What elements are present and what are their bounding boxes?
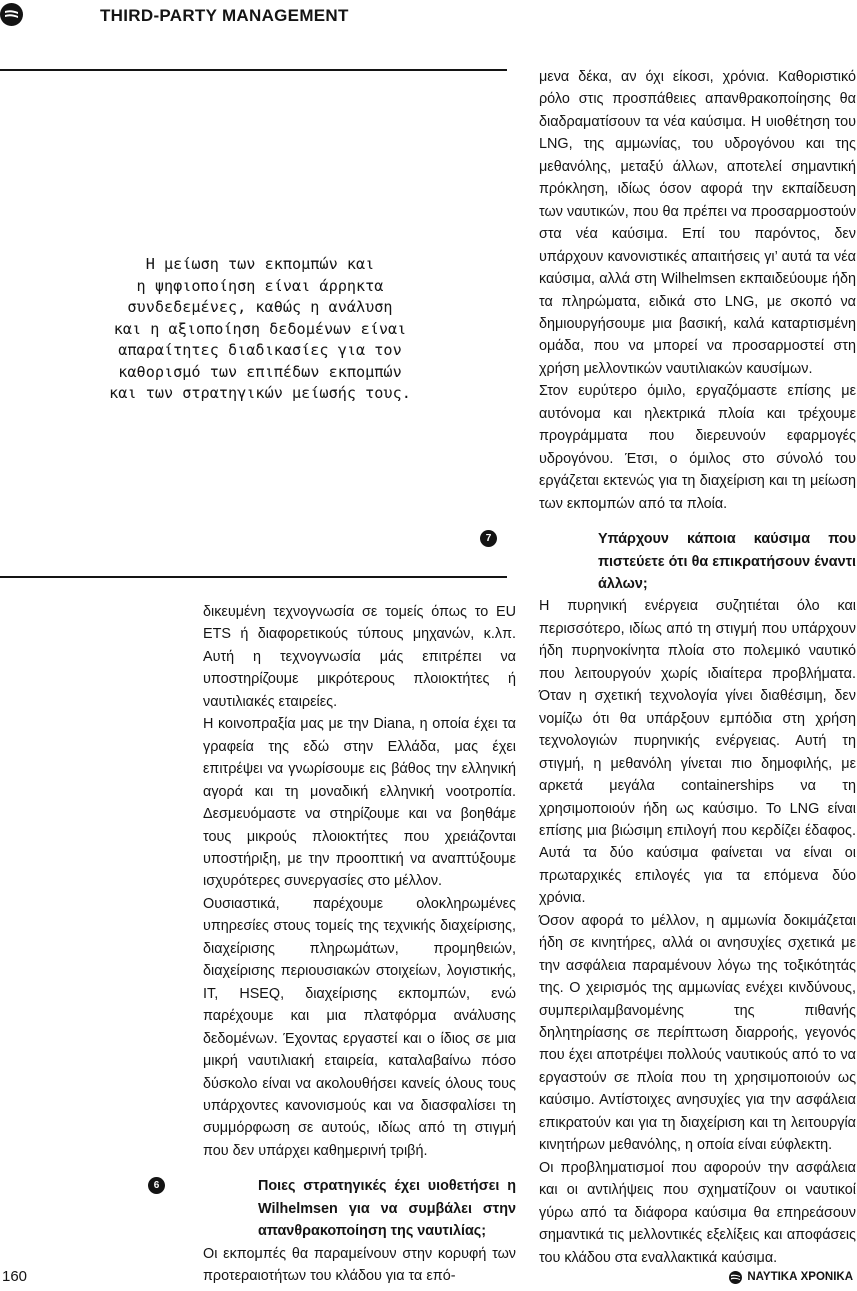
paragraph: Στον ευρύτερο όμιλο, εργαζόμαστε επίσης με αυτόνομα και ηλεκτρικά πλοία και τρέχουμε προγράμματα που διερευνούν εφαρμογές υδρογόνου. Έτσι, ο όμιλος στο σύνολό του εργάζεται εκτενώς για τη διαχείριση και τη μείωση των εκπομπών από τα πλοία. <box>539 383 856 512</box>
right-column <box>485 66 856 1269</box>
page-number: 160 <box>2 1268 28 1285</box>
question-6 <box>153 1175 516 1242</box>
pull-quote-line: συνδεδεμένες, καθώς η ανάλυση <box>127 298 393 316</box>
question-number-badge: 7 <box>480 530 497 547</box>
paragraph: Η κοινοπραξία μας με την Diana, η οποία έχει τα γραφεία της εδώ στην Ελλάδα, μας έχει επιτρέψει να γνωρίσουμε εις βάθος την ελληνική αγορά και τη μοναδική ελληνική νοοτροπία. Δεσμευόμαστε να στηρίζουμε και να βοηθάμε τους μικρούς πλοιοκτήτες που χρειάζονται υποστήριξη, με την προοπτική να αναπτύξουμε ισχυρότερες συνεργασίες στο μέλλον. <box>203 716 516 890</box>
pull-quote-line: Η μείωση των εκπομπών και <box>145 255 375 273</box>
pull-quote-line: απαραίτητες διαδικασίες για τον <box>118 341 402 359</box>
section-title: THIRD-PARTY MANAGEMENT <box>100 6 349 25</box>
pull-quote-line: καθορισμό των επιπέδων εκπομπών <box>118 362 402 381</box>
paragraph: δικευμένη τεχνογνωσία σε τομείς όπως το EU ETS ή διαφορετικούς τύπους μηχανών, κ.λπ. Αυτή η τεχνογνωσία μάς επιτρέπει να υποστηρίζουμε μικρότερους πλοιοκτήτες ή ναυτιλιακές εταιρείες. <box>203 604 516 710</box>
footer-brand <box>729 1269 853 1285</box>
paragraph: Ουσιαστικά, παρέχουμε ολοκληρωμένες υπηρεσίες στους τομείς της τεχνικής διαχείρισης, διαχείρισης πληρωμάτων, προμηθειών, διαχείρισης περιουσιακών στοιχείων, λογιστικής, IT, HSEQ, διαχείρισης εκπομπών, ενώ παρέχουμε και μια πλατφόρμα ανάλυσης δεδομένων. Έχοντας εργαστεί και ο ίδιος σε μια μικρή ναυτιλιακή εταιρεία, καταλαβαίνω πόσο δύσκολο είναι να ακολουθήσει κανείς όλους τους υπάρχοντες κανονισμούς και να διασφαλίσει τη συμμόρφωση σε αυτούς, ιδίως από τη στιγμή που δεν υπάρχει καθημερινή τριβή. <box>203 895 516 1159</box>
question-text: Ποιες στρατηγικές έχει υιοθετήσει η Wilhelmsen για να συμβάλει στην απανθρακοποίηση της ναυτιλίας; <box>258 1178 516 1240</box>
paragraph: μενα δέκα, αν όχι είκοσι, χρόνια. Καθοριστικό ρόλο στις προσπάθειες απανθρακοποίησης θα διαδραματίσουν τα νέα καύσιμα. Η υιοθέτηση του LNG, της αμμωνίας, του υδρογόνου και της μεθανόλης, μεταξύ άλλων, αποτελεί σημαντική πρόκληση, ιδίως όσον αφορά την εκπαίδευση των ναυτικών, που θα πρέπει να προσαρμοστούν στα νέα καύσιμα. Επί του παρόντος, δεν υπάρχουν κανονιστικές απαιτήσεις γι’ αυτά τα νέα καύσιμα, αλλά στη Wilhelmsen εκπαιδεύουμε ήδη τα πληρώματα, ειδικά στο LNG, με σκοπό να δημιουργήσουμε μια βασική, καλά καταρτισμένη ομάδα, που να μπορεί να προσαρμοστεί στη χρήση μελλοντικών ναυτιλιακών καυσίμων. <box>539 69 856 377</box>
pull-quote <box>0 254 520 405</box>
publication-logo-icon <box>0 3 23 26</box>
pull-quote-line: και των στρατηγικών μείωσής τους. <box>109 384 411 402</box>
bottom-divider <box>0 576 507 578</box>
pull-quote-line: και η αξιοποίηση δεδομένων είναι <box>113 319 407 338</box>
question-number-badge: 6 <box>148 1177 165 1194</box>
question-text: Υπάρχουν κάποια καύσιμα που πιστεύετε ότι θα επικρατήσουν έναντι άλλων; <box>598 531 856 592</box>
left-column <box>153 601 516 1288</box>
publication-logo-icon <box>729 1271 742 1284</box>
brand-name: ΝΑΥΤΙΚΑ ΧΡΟΝΙΚΑ <box>747 1271 853 1283</box>
paragraph: Η πυρηνική ενέργεια συζητιέται όλο και περισσότερο, ιδίως από τη στιγμή που υπάρχουν ήδη πυρηνοκίνητα πλοία στο πολεμικό ναυτικό που λειτουργούν χωρίς ιδιαίτερα προβλήματα. Όταν η σχετική τεχνολογία γίνει διαθέσιμη, δεν νομίζω ότι θα υπάρξουν εμπόδια στη χρήση τεχνολογιών πυρηνικής ενέργειας. Αυτή τη στιγμή, η μεθανόλη γίνεται πιο δημοφιλής, με αρκετά μεγάλα containerships να τη χρησιμοποιούν ήδη ως καύσιμο. Το LNG είναι επίσης μια βιώσιμη επιλογή που κερδίζει έδαφος. Αυτά τα δύο καύσιμα φαίνεται να είναι οι πρωταρχικές επιλογές για τα επόμενα δύο χρόνια. <box>539 598 856 907</box>
top-divider <box>0 69 507 71</box>
pull-quote-line: η ψηφιοποίηση είναι άρρηκτα <box>136 276 384 295</box>
paragraph: Όσον αφορά το μέλλον, η αμμωνία δοκιμάζεται ήδη σε κινητήρες, αλλά οι ανησυχίες σχετικά με την ασφάλεια παραμένουν λόγω της τοξικότητάς της. Ο χειρισμός της αμμωνίας ενέχει κινδύνους, συμπεριλαμβανομένης της πιθανής δηλητηρίασης σε περίπτωση διαρροής, γεγονός που έχει αποτρέψει πολλούς ναυτικούς από το να εργαστούν σε πλοία που τη χρησιμοποιούν ως καύσιμο. Αντίστοιχες ανησυχίες για την ασφάλεια επικρατούν και για τη διαχείριση και τη λειτουργία κινητήρων μεθανόλης, η οποία είναι εύφλεκτη. <box>539 912 856 1154</box>
paragraph: Οι προβληματισμοί που αφορούν την ασφάλεια και οι αντιλήψεις που σχηματίζουν οι ναυτικοί γύρω από τα διάφορα καύσιμα θα επηρεάσουν σημαντικά τις μελλοντικές εξελίξεις και αποφάσεις του κλάδου στα εναλλακτικά καύσιμα. <box>539 1159 856 1266</box>
question-7 <box>485 528 856 595</box>
paragraph: Οι εκπομπές θα παραμείνουν στην κορυφή των προτεραιοτήτων του κλάδου για τα επό- <box>203 1245 516 1285</box>
